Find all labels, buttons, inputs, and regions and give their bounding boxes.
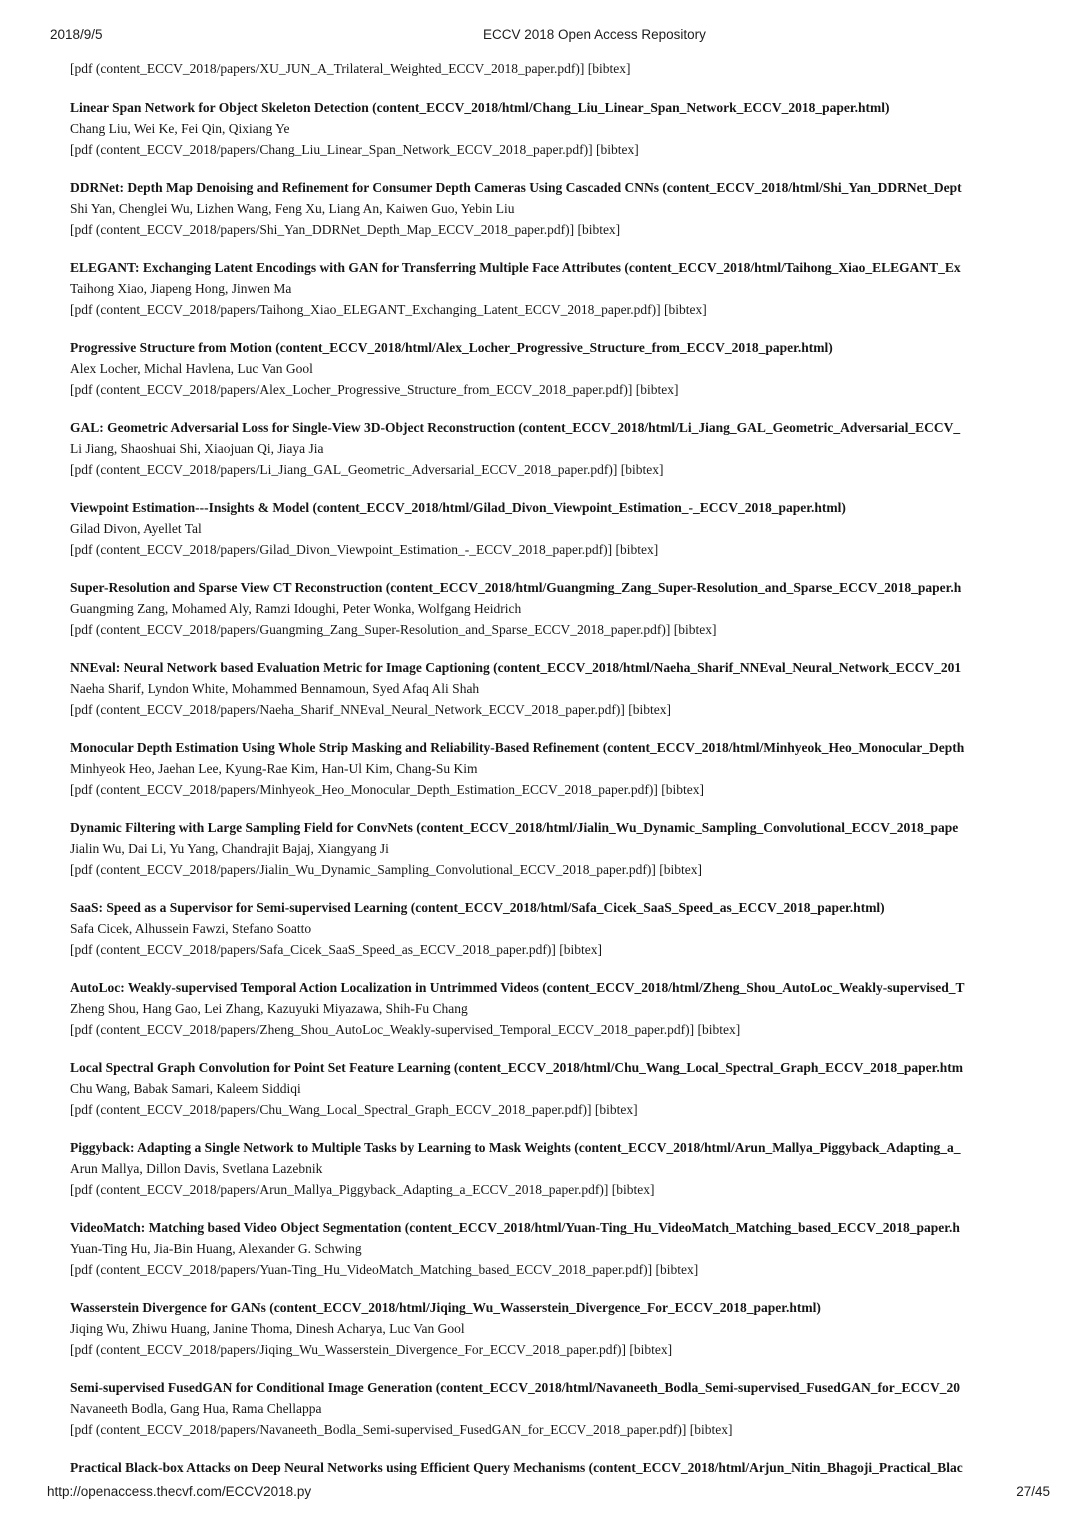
- paper-authors: Gilad Divon, Ayellet Tal: [70, 521, 202, 536]
- paper-entry: [70, 257, 1038, 320]
- paper-title-link[interactable]: VideoMatch: Matching based Video Object Segmentation (content_ECCV_2018/html/Yuan-Ting_Hu_VideoMatch_Matching_based_ECCV_2018_paper.h: [70, 1220, 960, 1235]
- print-date: 2018/9/5: [50, 27, 103, 42]
- paper-title-link[interactable]: GAL: Geometric Adversarial Loss for Single-View 3D-Object Reconstruction (content_ECCV_2018/html/Li_Jiang_GAL_Geometric_Adversarial_ECCV_: [70, 420, 961, 435]
- paper-entry: [70, 977, 1038, 1040]
- paper-pdf-bibtex-links[interactable]: [pdf (content_ECCV_2018/papers/Naeha_Sharif_NNEval_Neural_Network_ECCV_2018_paper.pdf)] [bibtex]: [70, 702, 671, 717]
- paper-title-link[interactable]: Linear Span Network for Object Skeleton Detection (content_ECCV_2018/html/Chang_Liu_Linear_Span_Network_ECCV_2018_paper.html): [70, 100, 890, 115]
- paper-authors: Naeha Sharif, Lyndon White, Mohammed Bennamoun, Syed Afaq Ali Shah: [70, 681, 480, 696]
- paper-pdf-bibtex-links[interactable]: [pdf (content_ECCV_2018/papers/Zheng_Shou_AutoLoc_Weakly-supervised_Temporal_ECCV_2018_paper.pdf)] [bibtex]: [70, 1022, 741, 1037]
- paper-pdf-bibtex-links[interactable]: [pdf (content_ECCV_2018/papers/Minhyeok_Heo_Monocular_Depth_Estimation_ECCV_2018_paper.pdf)] [bibtex]: [70, 782, 705, 797]
- paper-title-link[interactable]: Wasserstein Divergence for GANs (content_ECCV_2018/html/Jiqing_Wu_Wasserstein_Divergence_For_ECCV_2018_paper.html): [70, 1300, 821, 1315]
- paper-title-link[interactable]: NNEval: Neural Network based Evaluation Metric for Image Captioning (content_ECCV_2018/html/Naeha_Sharif_NNEval_Neural_Network_ECCV_201: [70, 660, 962, 675]
- paper-authors: Taihong Xiao, Jiapeng Hong, Jinwen Ma: [70, 281, 292, 296]
- paper-entry: [70, 1217, 1038, 1280]
- print-header: [0, 27, 1080, 47]
- paper-pdf-bibtex-links[interactable]: [pdf (content_ECCV_2018/papers/Taihong_Xiao_ELEGANT_Exchanging_Latent_ECCV_2018_paper.pdf)] [bibtex]: [70, 302, 707, 317]
- paper-title-link[interactable]: Super-Resolution and Sparse View CT Reconstruction (content_ECCV_2018/html/Guangming_Zang_Super-Resolution_and_Sparse_ECCV_2018_paper.h: [70, 580, 962, 595]
- paper-title-link[interactable]: DDRNet: Depth Map Denoising and Refinement for Consumer Depth Cameras Using Cascaded CNNs (content_ECCV_2018/html/Shi_Yan_DDRNet_Dept: [70, 180, 962, 195]
- paper-pdf-bibtex-links[interactable]: [pdf (content_ECCV_2018/papers/Shi_Yan_DDRNet_Depth_Map_ECCV_2018_paper.pdf)] [bibtex]: [70, 222, 621, 237]
- paper-entry: [70, 577, 1038, 640]
- paper-entry: [70, 1377, 1038, 1440]
- paper-authors: Chang Liu, Wei Ke, Fei Qin, Qixiang Ye: [70, 121, 290, 136]
- paper-title-link[interactable]: Viewpoint Estimation---Insights & Model (content_ECCV_2018/html/Gilad_Divon_Viewpoint_Estimation_-_ECCV_2018_paper.html): [70, 500, 846, 515]
- paper-entry: [70, 737, 1038, 800]
- paper-authors: Shi Yan, Chenglei Wu, Lizhen Wang, Feng Xu, Liang An, Kaiwen Guo, Yebin Liu: [70, 201, 515, 216]
- paper-pdf-bibtex-links[interactable]: [pdf (content_ECCV_2018/papers/Jiqing_Wu_Wasserstein_Divergence_For_ECCV_2018_paper.pdf)] [bibtex]: [70, 1342, 673, 1357]
- paper-entry: [70, 657, 1038, 720]
- paper-title-link[interactable]: Progressive Structure from Motion (content_ECCV_2018/html/Alex_Locher_Progressive_Structure_from_ECCV_2018_paper.html): [70, 340, 833, 355]
- print-footer: [0, 1484, 1080, 1504]
- paper-title-link[interactable]: Local Spectral Graph Convolution for Point Set Feature Learning (content_ECCV_2018/html/Chu_Wang_Local_Spectral_Graph_ECCV_2018_paper.htm: [70, 1060, 964, 1075]
- paper-entry: [70, 897, 1038, 960]
- paper-entry: [70, 1457, 1038, 1478]
- paper-authors: Guangming Zang, Mohamed Aly, Ramzi Idoughi, Peter Wonka, Wolfgang Heidrich: [70, 601, 522, 616]
- paper-title-link[interactable]: Monocular Depth Estimation Using Whole Strip Masking and Reliability-Based Refinement (content_ECCV_2018/html/Minhyeok_Heo_Monocular_Depth: [70, 740, 965, 755]
- paper-pdf-bibtex-links[interactable]: [pdf (content_ECCV_2018/papers/Li_Jiang_GAL_Geometric_Adversarial_ECCV_2018_paper.pdf)] [bibtex]: [70, 462, 664, 477]
- paper-authors: Minhyeok Heo, Jaehan Lee, Kyung-Rae Kim, Han-Ul Kim, Chang-Su Kim: [70, 761, 478, 776]
- paper-pdf-bibtex-links[interactable]: [pdf (content_ECCV_2018/papers/Alex_Locher_Progressive_Structure_from_ECCV_2018_paper.pdf)] [bibtex]: [70, 382, 679, 397]
- paper-title-link[interactable]: ELEGANT: Exchanging Latent Encodings with GAN for Transferring Multiple Face Attributes (content_ECCV_2018/html/Taihong_Xiao_ELEGANT_Ex: [70, 260, 961, 275]
- paper-authors: Safa Cicek, Alhussein Fawzi, Stefano Soatto: [70, 921, 312, 936]
- paper-entry: [70, 497, 1038, 560]
- paper-authors: Yuan-Ting Hu, Jia-Bin Huang, Alexander G. Schwing: [70, 1241, 362, 1256]
- paper-pdf-bibtex-links[interactable]: [pdf (content_ECCV_2018/papers/Guangming_Zang_Super-Resolution_and_Sparse_ECCV_2018_paper.pdf)] [bibtex]: [70, 622, 717, 637]
- paper-title-link[interactable]: AutoLoc: Weakly-supervised Temporal Action Localization in Untrimmed Videos (content_ECCV_2018/html/Zheng_Shou_AutoLoc_Weakly-supervised_T: [70, 980, 965, 995]
- paper-entry: [70, 1297, 1038, 1360]
- paper-entry: [70, 417, 1038, 480]
- paper-title-link[interactable]: Piggyback: Adapting a Single Network to Multiple Tasks by Learning to Mask Weights (content_ECCV_2018/html/Arun_Mallya_Piggyback_Adapting_a_: [70, 1140, 961, 1155]
- paper-authors: Jialin Wu, Dai Li, Yu Yang, Chandrajit Bajaj, Xiangyang Ji: [70, 841, 389, 856]
- paper-entry: [70, 817, 1038, 880]
- paper-authors: Arun Mallya, Dillon Davis, Svetlana Lazebnik: [70, 1161, 323, 1176]
- paper-authors: Chu Wang, Babak Samari, Kaleem Siddiqi: [70, 1081, 301, 1096]
- paper-list: [70, 58, 1038, 1495]
- paper-entry: [70, 1057, 1038, 1120]
- paper-title-link[interactable]: Dynamic Filtering with Large Sampling Field for ConvNets (content_ECCV_2018/html/Jialin_Wu_Dynamic_Sampling_Convolutional_ECCV_2018_pape: [70, 820, 959, 835]
- paper-entries: [70, 97, 1038, 1478]
- paper-title-link[interactable]: Semi-supervised FusedGAN for Conditional Image Generation (content_ECCV_2018/html/Navaneeth_Bodla_Semi-supervised_FusedGAN_for_ECCV_20: [70, 1380, 960, 1395]
- paper-pdf-bibtex-links[interactable]: [pdf (content_ECCV_2018/papers/Gilad_Divon_Viewpoint_Estimation_-_ECCV_2018_paper.pdf)] [bibtex]: [70, 542, 659, 557]
- paper-pdf-bibtex-links[interactable]: [pdf (content_ECCV_2018/papers/Safa_Cicek_SaaS_Speed_as_ECCV_2018_paper.pdf)] [bibtex]: [70, 942, 603, 957]
- source-url: http://openaccess.thecvf.com/ECCV2018.py: [47, 1484, 312, 1499]
- continued-pdf-bibtex-links[interactable]: [pdf (content_ECCV_2018/papers/XU_JUN_A_Trilateral_Weighted_ECCV_2018_paper.pdf)] [bibtex]: [70, 61, 631, 76]
- paper-pdf-bibtex-links[interactable]: [pdf (content_ECCV_2018/papers/Jialin_Wu_Dynamic_Sampling_Convolutional_ECCV_2018_paper.pdf)] [bibtex]: [70, 862, 702, 877]
- paper-pdf-bibtex-links[interactable]: [pdf (content_ECCV_2018/papers/Chang_Liu_Linear_Span_Network_ECCV_2018_paper.pdf)] [bibtex]: [70, 142, 639, 157]
- page-title: ECCV 2018 Open Access Repository: [483, 27, 706, 42]
- paper-authors: Jiqing Wu, Zhiwu Huang, Janine Thoma, Dinesh Acharya, Luc Van Gool: [70, 1321, 465, 1336]
- paper-entry: [70, 1137, 1038, 1200]
- paper-entry: [70, 337, 1038, 400]
- paper-pdf-bibtex-links[interactable]: [pdf (content_ECCV_2018/papers/Yuan-Ting_Hu_VideoMatch_Matching_based_ECCV_2018_paper.pdf)] [bibtex]: [70, 1262, 699, 1277]
- paper-pdf-bibtex-links[interactable]: [pdf (content_ECCV_2018/papers/Chu_Wang_Local_Spectral_Graph_ECCV_2018_paper.pdf)] [bibtex]: [70, 1102, 638, 1117]
- paper-entry: [70, 97, 1038, 160]
- paper-authors: Li Jiang, Shaoshuai Shi, Xiaojuan Qi, Jiaya Jia: [70, 441, 324, 456]
- paper-entry: [70, 177, 1038, 240]
- paper-authors: Alex Locher, Michal Havlena, Luc Van Gool: [70, 361, 313, 376]
- paper-authors: Zheng Shou, Hang Gao, Lei Zhang, Kazuyuki Miyazawa, Shih-Fu Chang: [70, 1001, 468, 1016]
- page-number: 27/45: [1016, 1484, 1050, 1499]
- paper-pdf-bibtex-links[interactable]: [pdf (content_ECCV_2018/papers/Arun_Mallya_Piggyback_Adapting_a_ECCV_2018_paper.pdf)] [bibtex]: [70, 1182, 655, 1197]
- paper-title-link[interactable]: SaaS: Speed as a Supervisor for Semi-supervised Learning (content_ECCV_2018/html/Safa_Cicek_SaaS_Speed_as_ECCV_2018_paper.html): [70, 900, 885, 915]
- paper-title-link[interactable]: Practical Black-box Attacks on Deep Neural Networks using Efficient Query Mechanisms (content_ECCV_2018/html/Arjun_Nitin_Bhagoji_Practical_Blac: [70, 1460, 963, 1475]
- paper-authors: Navaneeth Bodla, Gang Hua, Rama Chellappa: [70, 1401, 322, 1416]
- paper-pdf-bibtex-links[interactable]: [pdf (content_ECCV_2018/papers/Navaneeth_Bodla_Semi-supervised_FusedGAN_for_ECCV_2018_paper.pdf)] [bibtex]: [70, 1422, 733, 1437]
